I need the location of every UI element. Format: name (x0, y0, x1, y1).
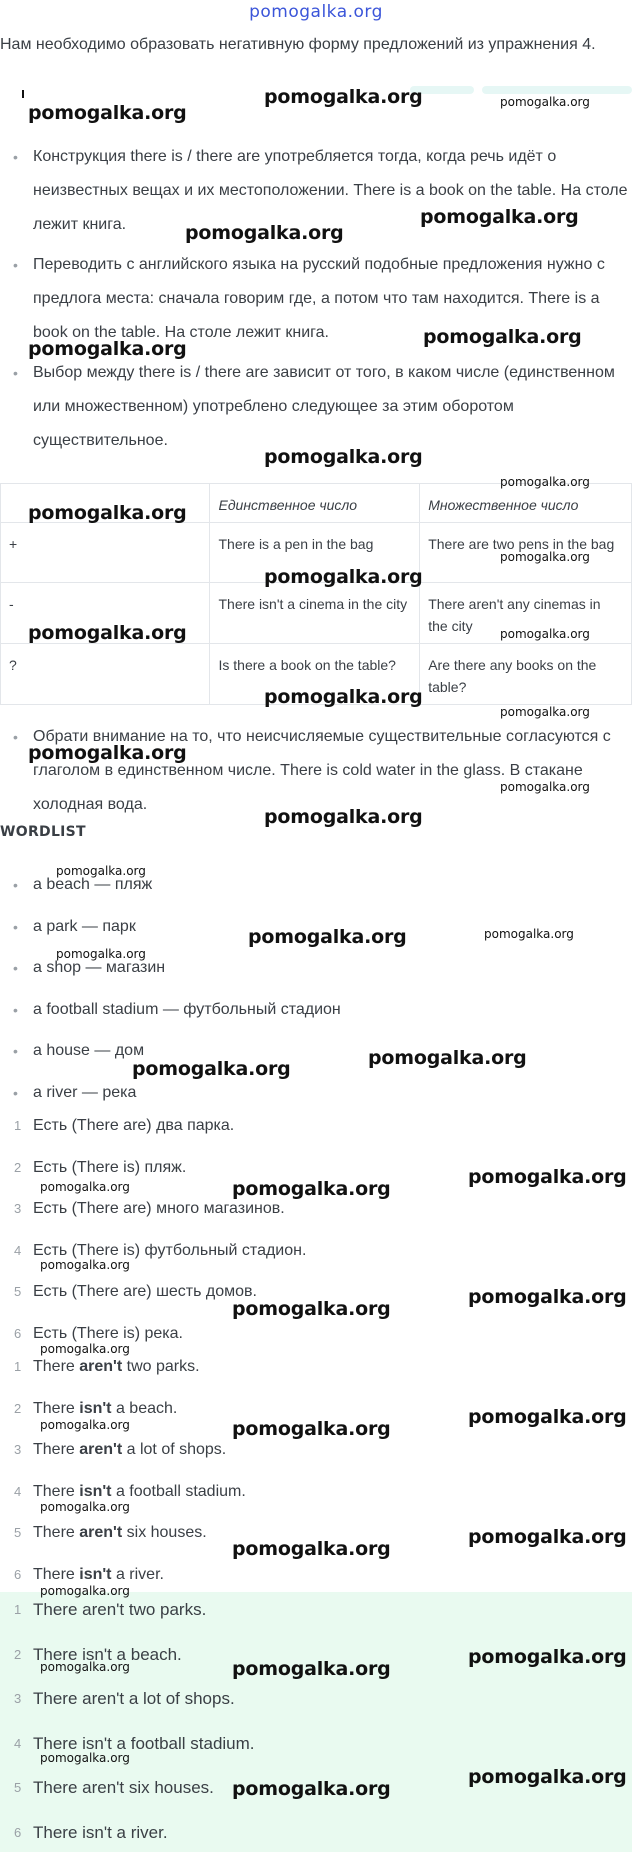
russian-sentences-list (0, 1109, 632, 1359)
list-number: 6 (14, 1325, 22, 1341)
list-number: 6 (14, 1824, 22, 1840)
sentence-start: There (33, 1399, 80, 1417)
watermark: pomogalka.org (500, 627, 590, 641)
watermark: pomogalka.org (264, 686, 423, 708)
sentence-text: Есть (There are) два парка. (33, 1117, 235, 1134)
list-item (0, 1681, 632, 1726)
tab-pill-2[interactable] (482, 86, 632, 94)
watermark: pomogalka.org (232, 1178, 391, 1200)
word-item: • a football stadium — футбольный стадион (0, 993, 632, 1035)
list-number: 6 (14, 1566, 22, 1582)
watermark: pomogalka.org (40, 1751, 130, 1765)
watermark: pomogalka.org (232, 1418, 391, 1440)
sentence-text: Есть (There are) шесть домов. (33, 1283, 257, 1301)
list-number: 3 (14, 1442, 22, 1458)
list-number: 1 (14, 1602, 22, 1617)
sentence-verb: aren't (79, 1441, 123, 1459)
site-logo[interactable]: pomogalka.org (249, 2, 383, 22)
sentence-end: a lot of shops. (122, 1441, 227, 1459)
answer-text: There aren't six houses. (33, 1778, 214, 1798)
watermark: pomogalka.org (468, 1286, 627, 1308)
sentence-start: There (33, 1565, 80, 1583)
watermark: pomogalka.org (232, 1538, 391, 1560)
watermark: pomogalka.org (132, 1058, 291, 1080)
watermark: pomogalka.org (468, 1526, 627, 1548)
answer-text: There aren't two parks. (33, 1600, 207, 1619)
watermark: pomogalka.org (264, 86, 423, 108)
list-number: 3 (14, 1201, 22, 1217)
watermark: pomogalka.org (28, 502, 187, 524)
negative-sentences-list (0, 1350, 632, 1600)
watermark: pomogalka.org (28, 338, 187, 360)
sentence-start: There (33, 1524, 80, 1542)
watermark: pomogalka.org (500, 475, 590, 489)
watermark: pomogalka.org (368, 1047, 527, 1069)
list-number: 1 (14, 1118, 22, 1133)
watermark: pomogalka.org (28, 102, 187, 124)
sentence-verb: isn't (79, 1482, 112, 1500)
table-cell: Is there a book on the table? (210, 644, 420, 705)
list-item (0, 1592, 632, 1637)
watermark: pomogalka.org (40, 1660, 130, 1674)
sentence-end: two parks. (122, 1358, 200, 1375)
list-number: 4 (14, 1242, 22, 1258)
watermark: pomogalka.org (484, 927, 574, 941)
watermark: pomogalka.org (56, 864, 146, 878)
wordlist-title: WORDLIST (0, 824, 86, 840)
rules-list (0, 140, 632, 466)
list-number: 3 (14, 1691, 22, 1707)
table-header-cell: Множественное число (420, 484, 632, 523)
sentence-start: There (33, 1441, 80, 1459)
table-cell: There isn't a cinema in the city (210, 583, 420, 644)
table-cell: Are there any books on the table? (420, 644, 632, 705)
rule-item: • Переводить с английского языка на русский подобные предложения нужно с предлога места: сначала говорим где, а потом что там находится. There is a book on the table. На столе лежит книга. (0, 248, 632, 356)
watermark: pomogalka.org (56, 947, 146, 961)
watermark: pomogalka.org (40, 1418, 130, 1432)
list-number: 2 (14, 1400, 22, 1416)
table-cell: - (1, 583, 210, 644)
watermark: pomogalka.org (232, 1778, 391, 1800)
word-item: • a river — река (0, 1076, 632, 1118)
word-item: • a shop — магазин (0, 951, 632, 993)
table-cell: There are two pens in the bag (420, 523, 632, 583)
answer-text: There isn't a football stadium. (33, 1733, 255, 1753)
answer-list (0, 1592, 632, 1852)
intro-text: Нам необходимо образовать негативную форму предложений из упражнения 4. (0, 36, 596, 53)
sentence-end: a football stadium. (111, 1482, 246, 1500)
rule-item: • Выбор между there is / there are зависит от того, в каком числе (единственном или множественном) употреблено следующее за этим оборотом существительное. (0, 356, 632, 466)
sentence-text: Есть (There are) много магазинов. (33, 1200, 285, 1218)
list-number: 5 (14, 1525, 22, 1541)
sentence-text: Есть (There is) пляж. (33, 1158, 187, 1176)
watermark: pomogalka.org (40, 1342, 130, 1356)
watermark: pomogalka.org (264, 446, 423, 468)
watermark: pomogalka.org (264, 566, 423, 588)
watermark: pomogalka.org (40, 1500, 130, 1514)
watermark: pomogalka.org (500, 780, 590, 794)
sentence-verb: isn't (79, 1399, 112, 1417)
sentence-verb: aren't (79, 1358, 123, 1375)
watermark: pomogalka.org (40, 1584, 130, 1598)
watermark: pomogalka.org (468, 1766, 627, 1788)
list-number: 5 (14, 1780, 22, 1796)
sentence-end: a river. (111, 1565, 164, 1583)
list-number: 2 (14, 1159, 22, 1175)
watermark: pomogalka.org (500, 550, 590, 564)
rule-item: • Конструкция there is / there are употребляется тогда, когда речь идёт о неизвестных вещах и их местоположении. There is a book on the table. На столе лежит книга. (0, 140, 632, 248)
watermark: pomogalka.org (185, 222, 344, 244)
list-number: 1 (14, 1359, 22, 1374)
sentence-end: a beach. (111, 1399, 178, 1417)
watermark: pomogalka.org (264, 806, 423, 828)
list-number: 4 (14, 1483, 22, 1499)
watermark: pomogalka.org (468, 1406, 627, 1428)
list-number: 4 (14, 1735, 22, 1751)
watermark: pomogalka.org (28, 742, 187, 764)
watermark: pomogalka.org (423, 326, 582, 348)
table-cell: There aren't any cinemas in the city (420, 583, 632, 644)
list-item (0, 1109, 632, 1151)
list-item (0, 1815, 632, 1852)
sentence-text: Есть (There is) футбольный стадион. (33, 1241, 307, 1259)
answer-text: There isn't a river. (33, 1822, 168, 1842)
sentence-verb: aren't (79, 1524, 123, 1542)
watermark: pomogalka.org (232, 1298, 391, 1320)
table-cell: There is a pen in the bag (210, 523, 420, 583)
watermark: pomogalka.org (232, 1658, 391, 1680)
sentence-start: There (33, 1482, 80, 1500)
wordlist (0, 868, 632, 1118)
watermark: pomogalka.org (40, 1180, 130, 1194)
answer-text: There aren't a lot of shops. (33, 1689, 235, 1709)
text-fragment-mark (22, 90, 24, 98)
list-number: 2 (14, 1646, 22, 1662)
watermark: pomogalka.org (40, 1258, 130, 1272)
watermark: pomogalka.org (28, 622, 187, 644)
watermark: pomogalka.org (420, 206, 579, 228)
sentence-text: Есть (There is) река. (33, 1324, 183, 1342)
word-item: • a house — дом (0, 1034, 632, 1076)
word-item: • a beach — пляж (0, 868, 632, 910)
sentence-end: six houses. (122, 1524, 207, 1542)
list-number: 5 (14, 1284, 22, 1300)
note-item: • Обрати внимание на то, что неисчисляемые существительные согласуются с глаголом в единственном числе. There is cold water in the glass. В стакане холодная вода. (0, 720, 632, 822)
table-cell: ? (1, 644, 210, 705)
list-item (0, 1350, 632, 1392)
table-cell: + (1, 523, 210, 583)
sentence-verb: isn't (79, 1565, 112, 1583)
watermark: pomogalka.org (248, 926, 407, 948)
word-item: • a park — парк (0, 910, 632, 952)
watermark: pomogalka.org (500, 705, 590, 719)
sentence-start: There (33, 1358, 80, 1375)
answer-text: There isn't a beach. (33, 1644, 182, 1664)
watermark: pomogalka.org (468, 1166, 627, 1188)
watermark: pomogalka.org (468, 1646, 627, 1668)
watermark: pomogalka.org (500, 95, 590, 109)
table-header-cell: Единственное число (210, 484, 420, 523)
